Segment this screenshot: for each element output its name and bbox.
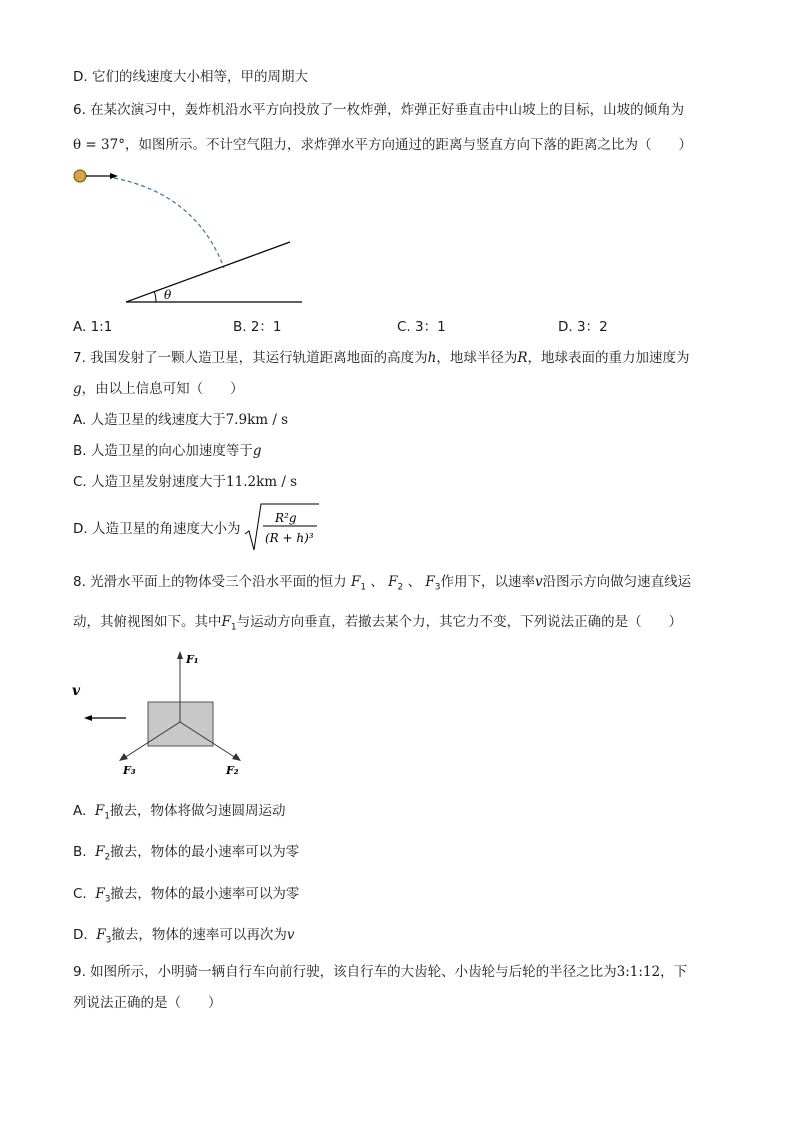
q8-option-d-text: 撤去，物体的速率可以再次为 [111, 927, 287, 943]
fig8-f2-label: F₂ [226, 764, 239, 777]
q6-stem-line2 [73, 136, 692, 154]
q8-option-b-sub: 2 [104, 852, 111, 863]
q8-option-d-v: v [286, 927, 295, 943]
q7-option-b-value: g [252, 443, 262, 459]
fig8-f3-head [119, 753, 128, 761]
q8-text-c: 沿图示方向做匀速直线运 [542, 574, 692, 590]
q8-text-b: 作用下，以速率 [440, 574, 535, 590]
q7-option-b[interactable] [73, 442, 262, 460]
q8-option-d[interactable] [73, 926, 295, 950]
q6-stem-line1: 6. 在某次演习中，轰炸机沿水平方向投放了一枚炸弹，炸弹正好垂直击中山坡上的目标，山坡的倾角为 [73, 102, 685, 118]
q6-theta: θ = 37° [73, 137, 125, 153]
fig8-f1-label: F₁ [186, 653, 199, 666]
q8-f3-sub: 3 [434, 582, 441, 593]
q7-stem-line2 [73, 380, 244, 398]
q8-option-b[interactable] [73, 843, 299, 867]
fig8-v-arrow-head [84, 715, 92, 721]
q8-sep-1: 、 [370, 574, 384, 590]
q8-figure [66, 645, 266, 785]
q6-option-a[interactable]: A. 1:1 [73, 319, 113, 335]
q8-sep-2: 、 [407, 574, 422, 590]
theta-label: θ [164, 288, 172, 302]
fig8-f3-label: F₃ [123, 764, 136, 777]
bomb-ball [74, 170, 86, 182]
q6-option-b[interactable]: B. 2：1 [233, 319, 282, 335]
q8-f1-symbol: F [350, 574, 361, 590]
q7-option-b-text: B. 人造卫星的向心加速度等于 [73, 443, 253, 459]
q7-option-a[interactable] [73, 411, 288, 429]
q9-ratio: 3:1:12 [616, 964, 661, 980]
q9-stem-line1 [73, 963, 687, 981]
fig8-f1-head [177, 651, 183, 659]
q8-option-d-f: F [96, 927, 106, 943]
q7-option-a-text: A. 人造卫星的线速度大于 [73, 412, 226, 428]
q7-option-d-text: D. 人造卫星的角速度大小为 [73, 521, 241, 537]
trajectory-curve [114, 178, 224, 268]
q8-option-a-text: 撤去，物体将做匀速圆周运动 [110, 803, 286, 819]
q8-option-a[interactable] [73, 802, 286, 826]
q7-r: R [517, 350, 528, 366]
q8-option-c[interactable] [73, 885, 299, 909]
q8-stem-line1 [73, 573, 691, 597]
q7-option-d[interactable] [73, 520, 240, 538]
fig8-f2-head [232, 753, 241, 761]
q7-text-d: ，由以上信息可知（ ） [81, 381, 244, 397]
q7-option-c-text: C. 人造卫星发射速度大于 [73, 474, 227, 490]
q5-option-d: D. 它们的线速度大小相等，甲的周期大 [73, 69, 308, 85]
q8-option-d-sub: 3 [105, 935, 112, 946]
q7-option-c[interactable] [73, 473, 297, 491]
q7-text-c: ，地球表面的重力加速度为 [527, 350, 690, 366]
q8-f1-sub-2: 1 [230, 622, 237, 633]
q6-option-c[interactable]: C. 3：1 [397, 319, 446, 335]
q8-option-c-f: F [95, 886, 105, 902]
q7-stem-line1 [73, 349, 690, 367]
q8-text-d: 动，其俯视图如下。其中 [73, 614, 222, 630]
q8-option-b-text: 撤去，物体的最小速率可以为零 [110, 844, 300, 860]
q8-stem-line2 [73, 613, 682, 637]
q8-f2-sub: 2 [397, 582, 404, 593]
formula-denominator: (R + h)³ [265, 531, 314, 545]
q7-option-d-formula [243, 500, 323, 554]
q8-option-b-f: F [95, 844, 105, 860]
q8-text-e: 与运动方向垂直，若撤去某个力，其它力不变，下列说法正确的是（ ） [236, 614, 683, 630]
q8-text-a: 8. 光滑水平面上的物体受三个沿水平面的恒力 [73, 574, 347, 590]
q8-option-c-label: C. [73, 886, 87, 902]
q9-text-b: ，下 [660, 964, 688, 980]
q8-option-a-sub: 1 [104, 811, 110, 822]
q8-option-a-f: F [94, 803, 105, 819]
q8-f2-symbol: F [388, 574, 398, 590]
fig8-v-label: v [72, 683, 81, 699]
q8-option-d-label: D. [73, 927, 88, 943]
q7-g: g [73, 381, 82, 397]
q6-option-d[interactable]: D. 3：2 [558, 319, 608, 335]
q8-f3-symbol: F [425, 574, 435, 590]
q7-option-a-value: 7.9km / s [225, 412, 289, 428]
q9-stem-line2: 列说法正确的是（ ） [73, 995, 222, 1011]
q9-text-a: 9. 如图所示，小明骑一辆自行车向前行驶，该自行车的大齿轮、小齿轮与后轮的半径之比为 [73, 964, 617, 980]
q8-f1-sub: 1 [360, 582, 367, 593]
q8-option-b-label: B. [73, 844, 87, 860]
q7-h: h [427, 350, 437, 366]
q8-f1-symbol-2: F [221, 614, 231, 630]
slope-line [126, 242, 290, 302]
formula-numerator: R²g [275, 511, 297, 525]
q7-text-a: 7. 我国发射了一颗人造卫星，其运行轨道距离地面的高度为 [73, 350, 428, 366]
q7-option-c-value: 11.2km / s [226, 474, 298, 490]
angle-arc [154, 291, 156, 302]
q6-stem-rest: ，如图所示。不计空气阻力，求炸弹水平方向通过的距离与竖直方向下落的距离之比为（ ） [124, 137, 692, 153]
q8-v-symbol: v [534, 574, 543, 590]
q8-option-c-text: 撤去，物体的最小速率可以为零 [110, 886, 300, 902]
q8-option-c-sub: 3 [104, 894, 111, 905]
q6-figure [66, 164, 316, 309]
q8-option-a-label: A. [73, 803, 87, 819]
q7-text-b: ，地球半径为 [436, 350, 518, 366]
